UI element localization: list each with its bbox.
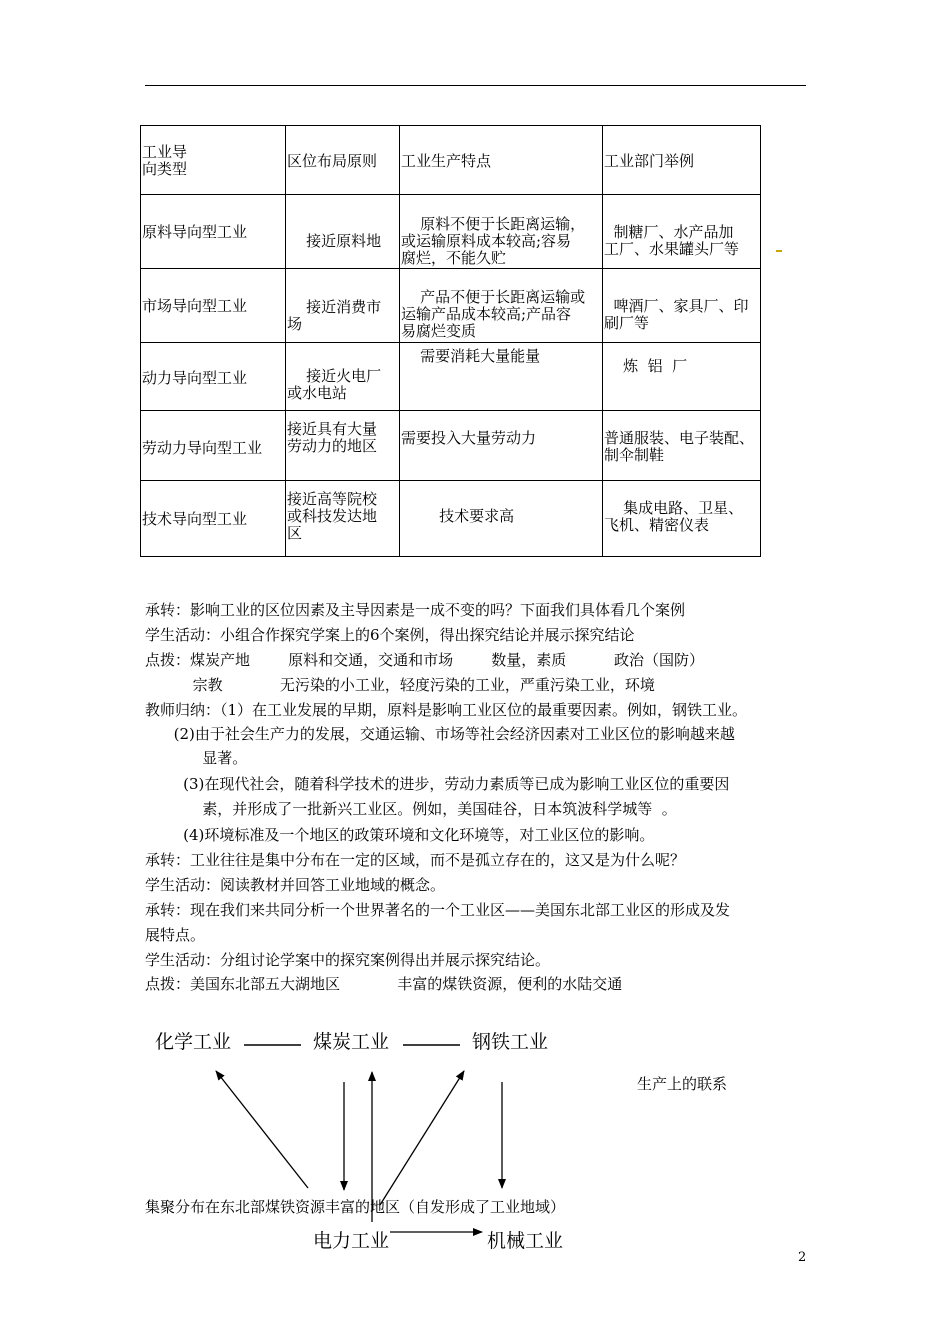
table-cell: 接近消费市 场 xyxy=(287,298,382,333)
diagram-chemical-industry: 化学工业 xyxy=(155,1031,232,1053)
paragraph: 学生活动：小组合作探究学案上的6个案例，得出探究结论并展示探究结论 xyxy=(145,626,635,644)
header-feature: 工业生产特点 xyxy=(401,152,492,170)
paragraph: (2)由于社会生产力的发展，交通运输、市场等社会经济因素对工业区位的影响越来越 xyxy=(145,725,735,743)
table-cell: 啤酒厂、家具厂、印 刷厂等 xyxy=(604,297,749,332)
diagram-coal-industry: 煤炭工业 xyxy=(313,1031,390,1053)
header-example: 工业部门举例 xyxy=(604,152,695,170)
table-cell: 制糖厂、水产品加 工厂、水果罐头厂等 xyxy=(604,223,740,258)
table-cell: 技术导向型工业 xyxy=(142,510,248,528)
table-cell: 产品不便于长距离运输或 运输产品成本较高;产品容 易腐烂变质 xyxy=(401,288,586,340)
diagram-steel-industry: 钢铁工业 xyxy=(472,1031,549,1053)
page-number: 2 xyxy=(798,1250,807,1265)
table-cell: 接近原料地 xyxy=(287,232,382,250)
paragraph: 点拨：煤炭产地 原料和交通，交通和市场 数量，素质 政治（国防） xyxy=(145,651,704,669)
table-cell: 需要投入大量劳动力 xyxy=(401,429,537,447)
diagram-machinery-industry: 机械工业 xyxy=(487,1230,564,1252)
table-cell: 动力导向型工业 xyxy=(142,369,248,387)
paragraph: 承转：工业往往是集中分布在一定的区域，而不是孤立存在的，这又是为什么呢？ xyxy=(145,851,686,869)
paragraph: 教师归纳：（1）在工业发展的早期，原料是影响工业区位的最重要因素。例如，钢铁工业。 xyxy=(145,701,748,719)
table-cell: 接近高等院校 或科技发达地 区 xyxy=(287,490,378,542)
diagram-production-link: 生产上的联系 xyxy=(637,1075,728,1093)
table-cell: 原料导向型工业 xyxy=(142,223,248,241)
paragraph: 素，并形成了一批新兴工业区。例如，美国硅谷，日本筑波科学城等 。 xyxy=(145,800,677,818)
paragraph: (4)环境标准及一个地区的政策环境和文化环境等，对工业区位的影响。 xyxy=(145,826,655,844)
diagram-cluster-note: 集聚分布在东北部煤铁资源丰富的地区（自发形成了工业地域） xyxy=(145,1198,566,1216)
paragraph: 展特点。 xyxy=(145,926,206,944)
table-cell: 炼 铝 厂 xyxy=(604,357,688,375)
table-cell: 市场导向型工业 xyxy=(142,297,248,315)
paragraph: 点拨：美国东北部五大湖地区 丰富的煤铁资源，便利的水陆交通 xyxy=(145,975,623,993)
arrow-to-chemical xyxy=(216,1071,308,1188)
diagram-power-industry: 电力工业 xyxy=(313,1230,390,1252)
table-cell: 需要消耗大量能量 xyxy=(401,347,541,365)
table-cell: 接近具有大量 劳动力的地区 xyxy=(287,420,378,455)
table-cell: 劳动力导向型工业 xyxy=(142,439,263,457)
paragraph: 宗教 无污染的小工业，轻度污染的工业，严重污染工业，环境 xyxy=(145,676,655,694)
paragraph: 承转：影响工业的区位因素及主导因素是一成不变的吗？下面我们具体看几个案例 xyxy=(145,601,686,619)
table-cell: 集成电路、卫星、 飞机、精密仪表 xyxy=(604,499,744,534)
header-type: 工业导 向类型 xyxy=(142,143,188,178)
arrow-to-steel xyxy=(380,1071,464,1205)
paragraph: 学生活动：分组讨论学案中的探究案例得出并展示探究结论。 xyxy=(145,951,551,969)
table-cell: 原料不便于长距离运输， 或运输原料成本较高;容易 腐烂，不能久贮 xyxy=(401,215,586,267)
table-cell: 技术要求高 xyxy=(401,507,515,525)
paragraph: 承转：现在我们来共同分析一个世界著名的一个工业区——美国东北部工业区的形成及发 xyxy=(145,901,731,919)
paragraph: 学生活动：阅读教材并回答工业地域的概念。 xyxy=(145,876,446,894)
table-cell: 接近火电厂 或水电站 xyxy=(287,367,382,402)
header-principle: 区位布局原则 xyxy=(287,152,378,170)
paragraph: (3)在现代社会，随着科学技术的进步，劳动力素质等已成为影响工业区位的重要因 xyxy=(145,775,730,793)
table-cell: 普通服装、电子装配、 制伞制鞋 xyxy=(604,429,755,464)
paragraph: 显著。 xyxy=(145,749,248,767)
